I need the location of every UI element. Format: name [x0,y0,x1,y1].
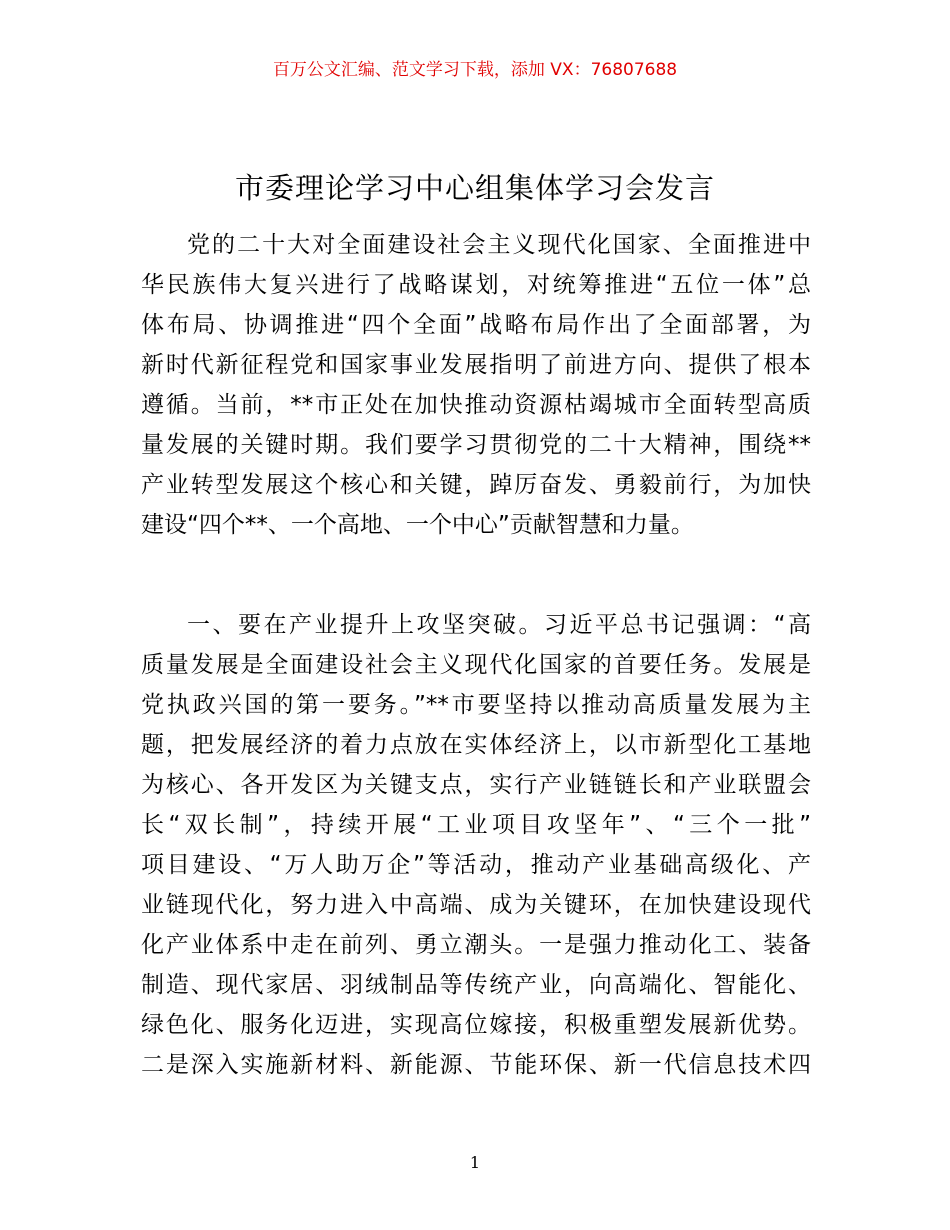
text-line: 量发展的关键时期。我们要学习贯彻党的二十大精神，围绕** [141,432,811,458]
text-line: 新时代新征程党和国家事业发展指明了前进方向、提供了根本 [141,352,811,378]
text-line: 项目建设、“万人助万企”等活动，推动产业基础高级化、产 [141,852,811,878]
text-line: 党的二十大对全面建设社会主义现代化国家、全面推进中 [187,232,811,258]
text-line: 遵循。当前，**市正处在加快推动资源枯竭城市全面转型高质 [141,392,811,418]
text-line: 产业转型发展这个核心和关键，踔厉奋发、勇毅前行，为加快 [141,472,811,498]
text-line: 为核心、各开发区为关键支点，实行产业链链长和产业联盟会 [141,772,811,798]
header-note: 百万公文汇编、范文学习下载，添加 VX：76807688 [272,60,678,80]
text-line: 党执政兴国的第一要务。”**市要坚持以推动高质量发展为主 [141,692,811,718]
text-line: 化产业体系中走在前列、勇立潮头。一是强力推动化工、装备 [141,932,811,958]
text-line: 二是深入实施新材料、新能源、节能环保、新一代信息技术四 [141,1052,811,1078]
text-line: 质量发展是全面建设社会主义现代化国家的首要任务。发展是 [141,652,811,678]
paragraph-intro [141,225,811,545]
paragraph-section-1 [141,605,811,1085]
text-line: 绿色化、服务化迈进，实现高位嫁接，积极重塑发展新优势。 [141,1012,811,1038]
text-line: 长“双长制”，持续开展“工业项目攻坚年”、“三个一批” [141,812,811,838]
text-line: 建设“四个**、一个高地、一个中心”贡献智慧和力量。 [141,512,694,538]
text-line: 制造、现代家居、羽绒制品等传统产业，向高端化、智能化、 [141,972,811,998]
text-line: 题，把发展经济的着力点放在实体经济上，以市新型化工基地 [141,732,811,758]
text-line: 华民族伟大复兴进行了战略谋划，对统筹推进“五位一体”总 [141,272,811,298]
text-line: 一、要在产业提升上攻坚突破。习近平总书记强调：“高 [187,612,811,638]
document-title: 市委理论学习中心组集体学习会发言 [234,171,715,205]
text-line: 业链现代化，努力进入中高端、成为关键环，在加快建设现代 [141,892,811,918]
page-number: 1 [469,1153,481,1172]
text-line: 体布局、协调推进“四个全面”战略布局作出了全面部署，为 [141,312,811,338]
